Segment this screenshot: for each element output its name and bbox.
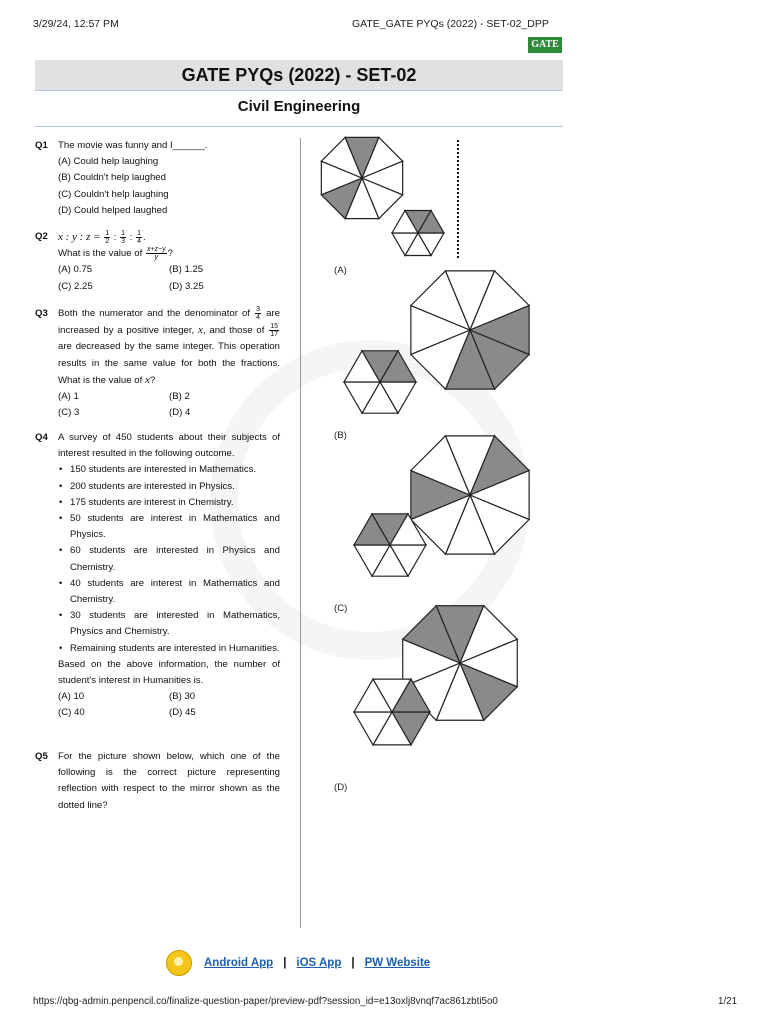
figure-label: (A) (334, 265, 347, 276)
fraction: $\frac{x+z-y}{y}$ (146, 246, 166, 262)
ratio-equation (58, 229, 280, 246)
option: (D) Could helped laughed (58, 204, 168, 216)
android-app-link[interactable]: Android App (204, 957, 274, 969)
question-number: Q4 (35, 432, 48, 443)
list-item: • 60 students are interested in Physics and Chemistry. (70, 543, 280, 575)
option-a-octagon (411, 271, 529, 389)
ios-app-link[interactable]: iOS App (296, 957, 342, 969)
option: (B) Couldn't help laughed (58, 172, 166, 184)
question-3 (35, 306, 280, 421)
option: (D) 45 (169, 707, 196, 719)
page-number: 1/21 (718, 996, 738, 1007)
figure-label: (B) (334, 430, 347, 441)
figure-label: (D) (334, 782, 348, 793)
pw-logo-icon (166, 950, 192, 976)
option: (B) 2 (169, 391, 190, 403)
fraction: $\frac{1}{2}$ (105, 229, 110, 245)
question-4 (35, 430, 280, 722)
column-divider (300, 138, 301, 928)
option: (A) 0.75 (58, 264, 93, 276)
question-number: Q3 (35, 308, 48, 319)
option: (A) 1 (58, 391, 79, 403)
option: (C) 2.25 (58, 280, 93, 292)
figure-label: (C) (334, 603, 348, 614)
list-item: • 175 students are interest in Chemistry. (70, 495, 280, 511)
list-item: • Remaining students are interested in Humanities. (70, 641, 280, 657)
list-item: • 40 students are interest in Mathematics and Chemistry. (70, 576, 280, 608)
page-title: GATE PYQs (2022) - SET-02 (35, 60, 563, 91)
period: . (142, 232, 146, 243)
question-closing: Based on the above information, the number of student's interest in Humanities is. (58, 658, 280, 687)
ratio-lhs: x : y : z = (58, 231, 101, 243)
colon: : (129, 232, 133, 243)
option: (D) 4 (169, 407, 191, 419)
option: (C) 3 (58, 407, 80, 419)
question-text: A survey of 450 students about their subjects of interest resulted in the following outcome. (58, 432, 280, 460)
separator: | (351, 957, 355, 969)
question-2 (35, 229, 280, 295)
gate-badge: GATE (528, 37, 562, 53)
question-text: For the picture shown below, which one of the following is the correct picture representing reflection with respect to the mirror shown as the dotted line? (58, 751, 280, 811)
original-octagon (321, 137, 402, 218)
question-number: Q5 (35, 751, 48, 762)
list-item: • 200 students are interested in Physics. (70, 479, 280, 495)
option: (A) 10 (58, 691, 85, 703)
footer-links (166, 950, 430, 976)
fraction: $\frac{1}{3}$ (121, 229, 126, 245)
subtitle-divider (35, 126, 563, 127)
option-b-octagon (411, 436, 529, 554)
print-datetime: 3/29/24, 12:57 PM (33, 18, 119, 30)
list-item: • 150 students are interested in Mathematics. (70, 462, 280, 478)
pw-website-link[interactable]: PW Website (364, 957, 431, 969)
fraction: $\frac{3}{4}$ (256, 306, 261, 321)
question-number: Q1 (35, 140, 48, 151)
colon: : (113, 232, 117, 243)
fraction: $\frac{15}{17}$ (270, 323, 279, 339)
option: (B) 1.25 (169, 264, 204, 276)
reflection-figures (320, 130, 560, 810)
page-subtitle: Civil Engineering (237, 98, 361, 115)
question-5 (35, 749, 280, 814)
option: (C) Couldn't help laughing (58, 188, 169, 200)
list-item: • 30 students are interested in Mathematics, Physics and Chemistry. (70, 608, 280, 640)
print-doc-title: GATE_GATE PYQs (2022) - SET-02_DPP (352, 18, 549, 30)
option: (A) Could help laughing (58, 156, 159, 168)
question-text: What is the value of $\frac{x+z-y}{y}$ ? (58, 246, 173, 262)
question-number: Q2 (35, 231, 48, 242)
list-item: • 50 students are interest in Mathematics and Physics. (70, 511, 280, 543)
option-a-hexagon (344, 351, 416, 413)
option: (B) 30 (169, 691, 196, 703)
survey-list (58, 462, 280, 656)
question-text: Both the numerator and the denominator of $\frac{3}{4}$ are increased by a positive integer, x, and those of $\frac{15}{17}$ are decreased by the same integer. This operation results in the same value for both the fractions. What is the value of x? (58, 306, 280, 386)
fraction: $\frac{1}{4}$ (137, 229, 141, 245)
option: (C) 40 (58, 707, 85, 719)
question-1 (35, 138, 280, 219)
separator: | (283, 957, 287, 969)
question-text: The movie was funny and I______. (58, 140, 208, 151)
print-url: https://qbg-admin.penpencil.co/finalize-question-paper/preview-pdf?session_id=e13oxlj8vnqf7ac861zbti5o0 (33, 996, 498, 1007)
option: (D) 3.25 (169, 280, 204, 292)
original-hexagon (392, 210, 444, 255)
